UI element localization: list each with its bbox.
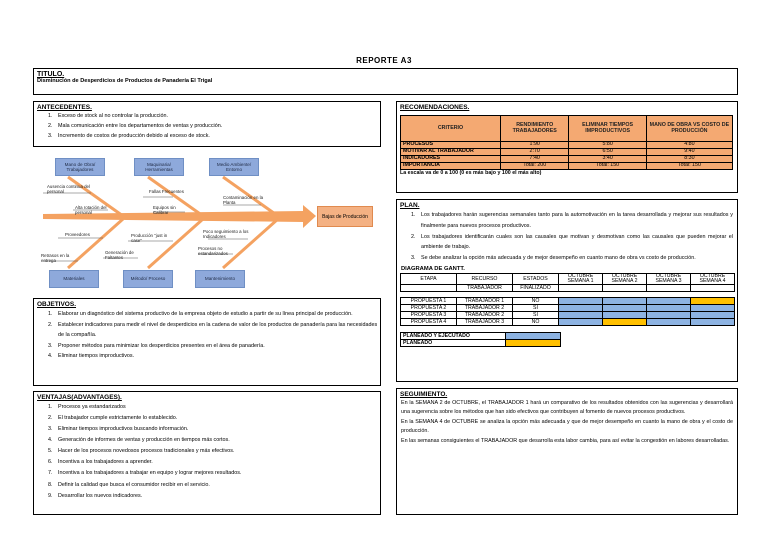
ventajas-section: [33, 391, 381, 515]
fishbone-cause: Procesos no estandarizados: [198, 246, 228, 257]
table-header: MANO DE OBRA VS COSTO DE PRODUCCIÓN: [646, 116, 732, 142]
table-header: RENDIMIENTO TRABAJADORES: [501, 116, 569, 142]
gantt-cell: [647, 298, 691, 305]
gantt-cell: [559, 298, 603, 305]
gantt-recurso: TRABAJADOR 2: [457, 312, 513, 319]
table-header: CRITERIO: [401, 116, 501, 142]
antecedentes-list: [34, 112, 380, 142]
table-header-row: [401, 116, 733, 142]
fishbone-cause: Generación de Faltantes: [105, 250, 134, 261]
fishbone-category-mano-de-obra: Mano de Obra/ Trabajadores: [55, 158, 105, 176]
gantt-header: OCTUBRE SEMANA 1: [559, 274, 603, 285]
legend-label: PLANEADO: [401, 340, 506, 347]
legend-swatch-blue: [506, 333, 561, 340]
titulo-heading: TITULO.: [37, 71, 65, 78]
recomendaciones-section: [396, 101, 738, 193]
scale-note: La escala va de 0 a 100 (0 es más bajo y 100 el más alto): [400, 170, 542, 176]
table-row: [401, 163, 733, 170]
fishbone-effect: Bajas de Producción: [317, 206, 373, 227]
seguimiento-paragraph: En la SEMANA 2 de OCTUBRE, el TRABAJADOR 1 hará un comparativo de los resultados obtenidos con las sugerencias y desarrollará una sugerencia sobre los métodos que han sido efectivos que contribuyen al fomento de nuevos procesos productivos.: [401, 400, 733, 416]
gantt-subheader: TRABAJADOR: [457, 285, 513, 292]
fishbone-category-maquinaria: Maquinaria/ Herramientas: [134, 158, 184, 176]
gantt-recurso: TRABAJADOR 2: [457, 305, 513, 312]
list-item: 4. Eliminar tiempos improductivos.: [54, 351, 380, 362]
fishbone-cause: Producción "just in case": [131, 233, 168, 244]
gantt-cell: [647, 319, 691, 326]
gantt-header: OCTUBRE SEMANA 2: [603, 274, 647, 285]
gantt-row: [401, 319, 735, 326]
gantt-cell: [647, 312, 691, 319]
gantt-cell: [603, 312, 647, 319]
gantt-recurso: TRABAJADOR 3: [457, 319, 513, 326]
table-cell: 4:80: [646, 142, 732, 149]
legend-row: [401, 333, 615, 340]
table-cell: Total: 150: [569, 163, 646, 170]
legend-swatch-yellow: [506, 340, 561, 347]
list-item: 6. Incentiva a los trabajadores a aprender.: [54, 457, 380, 468]
gantt-row: [401, 305, 735, 312]
fishbone-cause: Retrasos en la entrega: [41, 253, 70, 264]
list-item: 8. Definir la calidad que busca el consumidor recibir en el servicio.: [54, 480, 380, 491]
seguimiento-paragraph: En las semanas consiguientes el TRABAJADOR que desarrolla esta labor cambia, para así evitar la congestión en labores desarrolladas.: [401, 437, 730, 444]
table-cell: Total: 150: [646, 163, 732, 170]
gantt-legend: [400, 332, 615, 347]
gantt-estado: NO: [513, 319, 559, 326]
legend-label: PLANEADO Y EJECUTADO: [401, 333, 506, 340]
titulo-text: Disminución de Desperdicios de Productos de Panadería El Trigal: [37, 78, 213, 84]
table-cell: 5:80: [569, 142, 646, 149]
list-item: 3. Incremento de costos de producción debido al exceso de stock.: [54, 132, 380, 141]
list-item: 1. Procesos ya estandarizados: [54, 402, 380, 413]
fishbone-cause: Proveedores: [65, 232, 90, 237]
gantt-header: RECURSO: [457, 274, 513, 285]
table-cell: IMPORTANCIA: [401, 163, 501, 170]
ventajas-heading: VENTAJAS(ADVANTAGES).: [37, 394, 122, 401]
gantt-etapa: PROPUESTA 3: [401, 312, 457, 319]
gantt-cell: [559, 305, 603, 312]
gantt-cell: [691, 305, 735, 312]
table-cell: INDICADORES: [401, 156, 501, 163]
gantt-cell: [647, 305, 691, 312]
list-item: 3. Eliminar tiempos improductivos buscando información.: [54, 424, 380, 435]
fishbone-cause: Equipos sin Calibrar: [153, 205, 176, 216]
list-item: 1. Los trabajadores harán sugerencias semanales tanto para la automotivación en la tarea desarrollada y mejorar sus resultados y finalmente para nuevos procesos productivos.: [417, 210, 733, 232]
fishbone-cause: Fallas Frecuentes: [149, 189, 184, 194]
report-title: REPORTE A3: [356, 56, 412, 65]
gantt-cell: [559, 312, 603, 319]
table-cell: 9:40: [646, 149, 732, 156]
table-cell: PROCESOS: [401, 142, 501, 149]
gantt-cell: [691, 298, 735, 305]
list-item: 5. Hacer de los procesos novedosos procesos tradicionales y más efectivos.: [54, 446, 380, 457]
gantt-cell: [691, 312, 735, 319]
gantt-chart: [400, 273, 735, 326]
objetivos-heading: OBJETIVOS.: [37, 301, 77, 308]
titulo-section: [33, 68, 738, 95]
recommendation-table: [400, 115, 733, 170]
gantt-estado: SI: [513, 305, 559, 312]
list-item: 3. Proponer métodos para minimizar los desperdicios presentes en el área de panadería.: [54, 341, 380, 352]
ventajas-list: [34, 402, 380, 502]
plan-section: [396, 199, 738, 382]
gantt-recurso: TRABAJADOR 1: [457, 298, 513, 305]
list-item: 7. Incentiva a los trabajadores a trabajar en equipo y lograr mejores resultados.: [54, 468, 380, 479]
fishbone-cause: Poco seguimiento a los Indicadores: [203, 229, 249, 240]
list-item: 3. Se debe analizar la opción más adecuada y de mejor desempeño en cuanto mano de obra vs costo de producción.: [417, 253, 733, 264]
fishbone-cause: Contaminación en la Planta: [223, 195, 264, 206]
list-item: 9. Desarrollar los nuevos indicadores.: [54, 491, 380, 502]
table-header: ELIMINAR TIEMPOS IMPRODUCTIVOS: [569, 116, 646, 142]
objetivos-section: [33, 298, 381, 386]
gantt-header-row: [401, 274, 735, 285]
table-cell: 2:70: [501, 149, 569, 156]
fishbone-cause: Alta rotación del personal: [75, 205, 107, 216]
table-cell: 3:40: [569, 156, 646, 163]
fishbone-category-mantenimiento: Mantenimiento: [195, 270, 245, 288]
list-item: 1. Elaborar un diagnóstico del sistema productivo de la empresa objeto de estudio a partir de su línea principal de producción.: [54, 309, 380, 320]
table-row: [401, 149, 733, 156]
gantt-etapa: PROPUESTA 4: [401, 319, 457, 326]
plan-list: [397, 210, 737, 264]
gantt-cell: [603, 298, 647, 305]
seguimiento-section: [396, 388, 738, 515]
gantt-title: DIAGRAMA DE GANTT.: [401, 266, 465, 273]
table-cell: Total: 200: [501, 163, 569, 170]
list-item: 2. El trabajador cumple estrictamente lo establecido.: [54, 413, 380, 424]
list-item: 4. Generación de informes de ventas y producción en tiempos más cortos.: [54, 435, 380, 446]
gantt-estado: SI: [513, 312, 559, 319]
gantt-etapa: PROPUESTA 2: [401, 305, 457, 312]
fishbone-diagram: [33, 150, 381, 295]
gantt-etapa: PROPUESTA 1: [401, 298, 457, 305]
gantt-cell: [691, 319, 735, 326]
gantt-cell: [603, 305, 647, 312]
gantt-header: ESTADOS: [513, 274, 559, 285]
fishbone-category-metodo: Método/ Proceso: [123, 270, 173, 288]
gantt-row: [401, 312, 735, 319]
legend-row: [401, 340, 615, 347]
gantt-row: [401, 298, 735, 305]
table-cell: 8:30: [646, 156, 732, 163]
recomendaciones-heading: RECOMENDACIONES.: [400, 104, 470, 111]
gantt-header: ETAPA: [401, 274, 457, 285]
gantt-subheader: FINALIZADO: [513, 285, 559, 292]
seguimiento-heading: SEGUIMIENTO.: [400, 391, 448, 398]
antecedentes-heading: ANTECEDENTES.: [37, 104, 92, 111]
seguimiento-paragraph: En la SEMANA 4 de OCTUBRE se analiza la opción más adecuada y que de mejor desempeño en cuanto la mano de obra y el costo de producción.: [401, 418, 733, 435]
list-item: 1. Exceso de stock al no controlar la producción.: [54, 112, 380, 121]
fishbone-category-medio-ambiente: Medio Ambiente/ Entorno: [209, 158, 259, 176]
list-item: 2. Establecer indicadores para medir el nivel de desperdicios en la cadena de valor de los productos de panadería para las necesidades de la compañía.: [54, 320, 380, 341]
table-cell: MOTIVAR AL TRABAJADOR: [401, 149, 501, 156]
table-cell: 1:90: [501, 142, 569, 149]
gantt-cell: [559, 319, 603, 326]
list-item: 2. Los trabajadores identificarán cuales son las causales que motivan y desmotivan como las causales que pueden mejorar el ambiente de trabajo.: [417, 232, 733, 254]
gantt-header: OCTUBRE SEMANA 4: [691, 274, 735, 285]
fishbone-cause: Ausencia continua del personal: [47, 184, 90, 195]
gantt-header: OCTUBRE SEMANA 3: [647, 274, 691, 285]
fishbone-category-materiales: Materiales: [49, 270, 99, 288]
gantt-estado: NO: [513, 298, 559, 305]
gantt-cell: [603, 319, 647, 326]
antecedentes-section: [33, 101, 381, 147]
table-cell: 6:50: [569, 149, 646, 156]
plan-heading: PLAN.: [400, 202, 420, 209]
list-item: 2. Mala comunicación entre los departamentos de ventas y producción.: [54, 122, 380, 131]
table-cell: 7:40: [501, 156, 569, 163]
gantt-subheader-row: [401, 285, 735, 292]
objetivos-list: [34, 309, 380, 362]
